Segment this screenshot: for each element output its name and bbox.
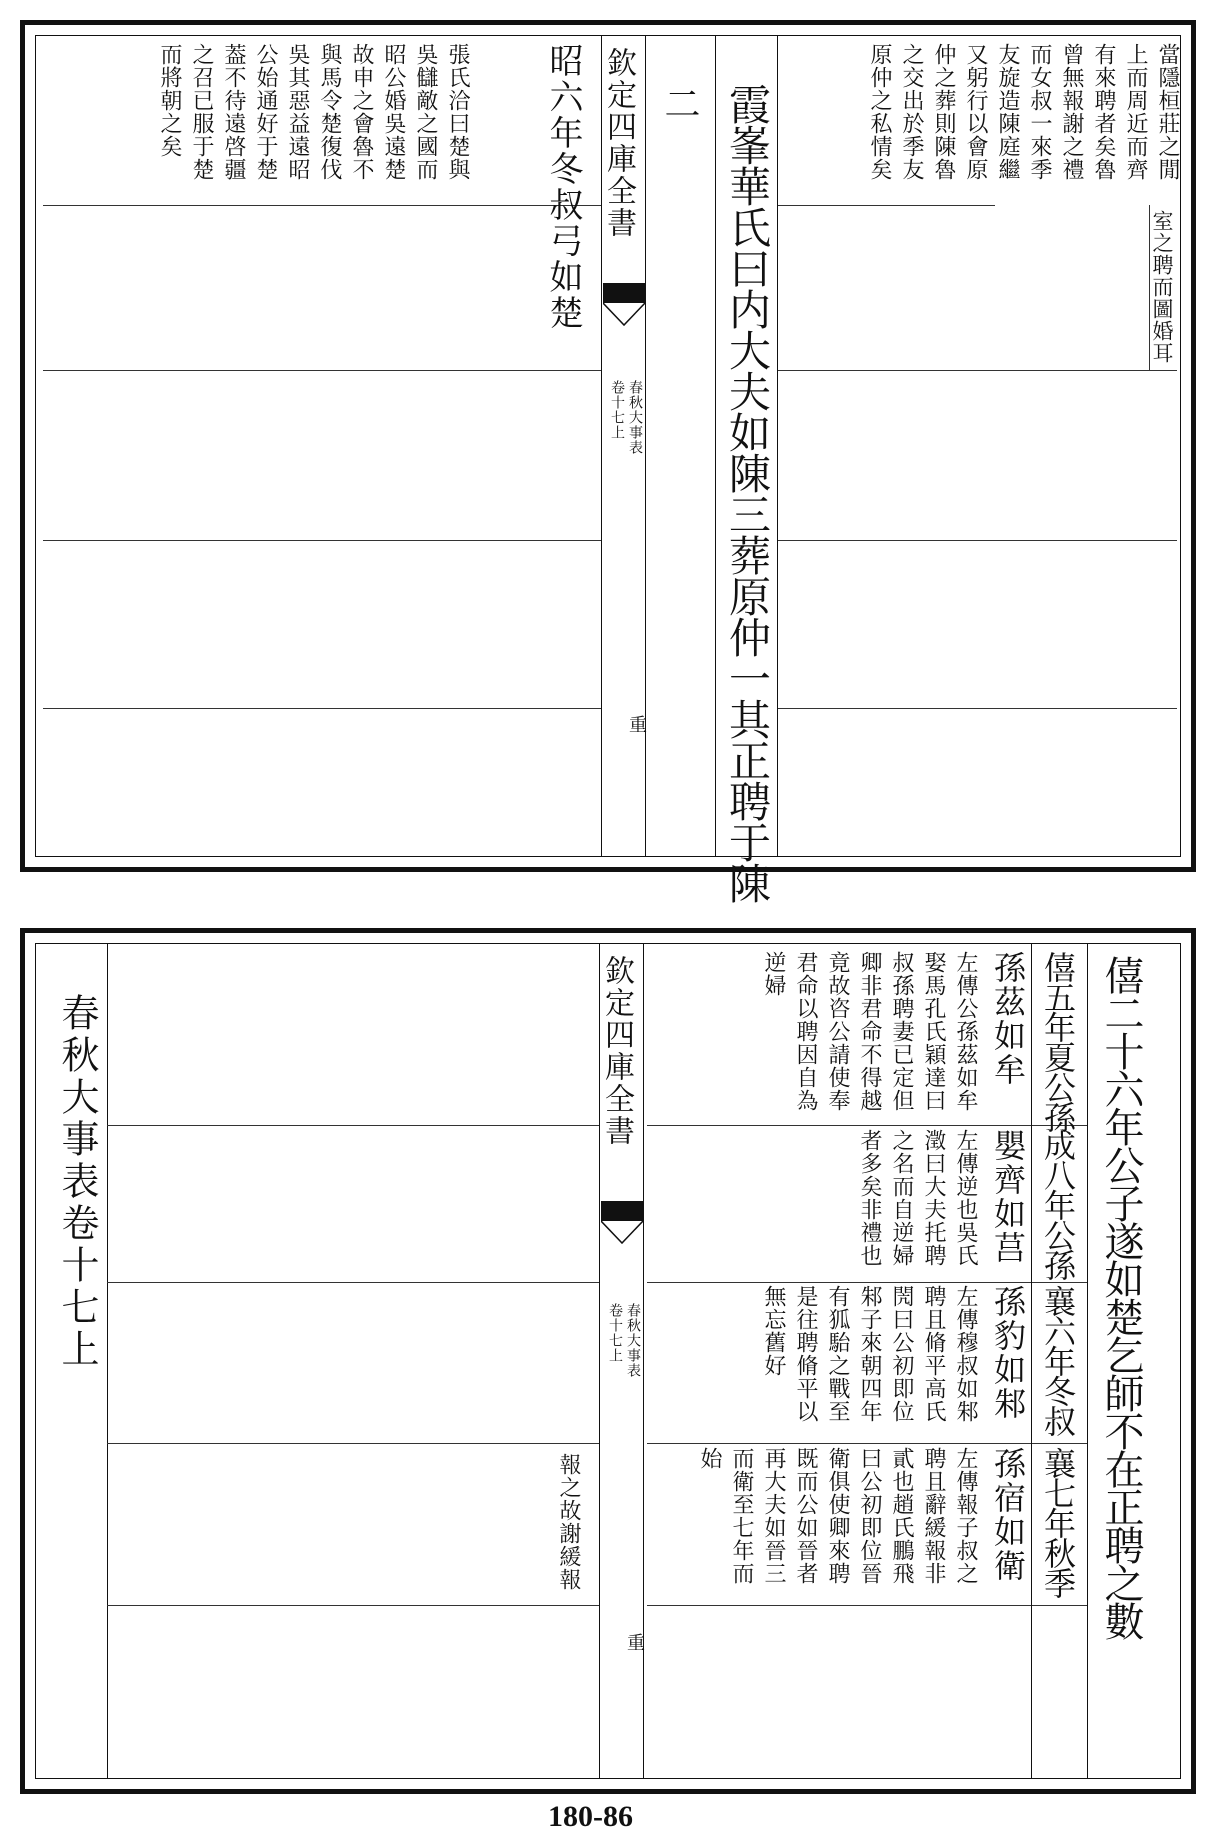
row-1-year: 僖五年夏公孫 xyxy=(1039,951,1077,1131)
top-left-entry-heading: 昭六年冬叔弓如楚 xyxy=(543,43,583,331)
grid-line xyxy=(107,1605,599,1606)
grid-line xyxy=(107,1443,599,1444)
grid-line xyxy=(43,370,601,371)
top-right-commentary: 當隱桓莊之閒上而周近而齊有來聘者矣魯曾無報謝之禮而女叔一來季友旋造陳庭繼又躬行以會原仲之葬則陳魯之交出於季友原仲之私情矣 xyxy=(867,43,1180,181)
title-column-border xyxy=(107,943,108,1779)
bottom-spine-title: 春秋大事表 xyxy=(625,1303,641,1378)
grid-line xyxy=(107,1125,599,1126)
grid-line xyxy=(777,540,1177,541)
top-spine-title: 春秋大事表 xyxy=(627,380,643,455)
section-number: 二 xyxy=(659,85,700,121)
row-separator xyxy=(647,1605,1087,1606)
bottom-spine-volume: 卷十七上 xyxy=(607,1303,623,1363)
row-1-commentary: 左傳公孫茲如牟娶馬孔氏穎達曰叔孫聘妻已定但卿非君命不得越竟故咨公請使奉君命以聘因自為逆婦 xyxy=(761,951,978,1112)
bottom-extra-note: 報之故謝緩報 xyxy=(556,1453,581,1591)
row-2-year: 成八年公孫 xyxy=(1039,1129,1077,1279)
spine-fishtail-lines xyxy=(603,303,645,333)
row-1-title: 孫茲如牟 xyxy=(989,951,1027,1087)
grid-line xyxy=(777,708,1177,709)
heading-column-border xyxy=(1087,943,1088,1779)
spine-fishtail-lines xyxy=(601,1221,643,1251)
row-2-commentary: 左傳逆也吳氏澂曰大夫托聘之名而自逆婦者多矣非禮也 xyxy=(857,1129,978,1267)
top-spine-volume: 卷十七上 xyxy=(609,380,625,440)
grid-line xyxy=(43,708,601,709)
grid-line xyxy=(777,370,1177,371)
bottom-book-title: 春秋大事表卷十七上 xyxy=(55,993,99,1371)
top-page-frame xyxy=(20,20,1196,903)
row-separator xyxy=(647,1282,1087,1283)
grid-line xyxy=(107,1282,599,1283)
row-4-title: 孫宿如衛 xyxy=(989,1447,1027,1583)
grid-line xyxy=(43,540,601,541)
bottom-main-heading: 僖二十六年公子遂如楚乞師不在正聘之數 xyxy=(1098,955,1144,1639)
top-left-commentary: 張氏洽曰楚與吳讎敵之國而昭公婚吳遠楚故申之會魯不與馬令楚復伐吳其惡益遠昭公始通好于楚葢不待遠啓疆之召已服于楚而將朝之矣 xyxy=(157,43,470,181)
top-right-commentary-tail: 室之聘而圖婚耳 xyxy=(1150,210,1174,364)
bottom-page-frame xyxy=(20,928,1196,1794)
row-3-year: 襄六年冬叔 xyxy=(1039,1285,1077,1435)
spine-fishtail xyxy=(603,283,645,303)
heading-border-right xyxy=(777,35,778,857)
row-4-year: 襄七年秋季 xyxy=(1039,1447,1077,1597)
row-3-title: 孫豹如邾 xyxy=(989,1285,1027,1421)
heading-border-left xyxy=(715,35,716,857)
row-separator xyxy=(647,1125,1087,1126)
row-4-commentary: 左傳報子叔之聘且辭緩報非貳也趙氏鵬飛曰公初即位晉衛俱使卿來聘既而公如晉者再大夫如晉三而衛至七年而始 xyxy=(697,1447,978,1585)
spine-fishtail xyxy=(601,1201,643,1221)
top-main-heading: 霞峯華氏曰内大夫如陳三葬原仲一其正聘于陳 xyxy=(723,83,772,903)
row-2-title: 嬰齊如莒 xyxy=(989,1129,1027,1265)
year-column-border xyxy=(1031,943,1032,1779)
bottom-library-title: 欽定四庫全書 xyxy=(599,955,634,1147)
spine-border-right xyxy=(643,943,644,1779)
bottom-spine-folio: 重 xyxy=(624,1633,645,1652)
page-number: 180-86 xyxy=(548,1800,633,1833)
top-library-title: 欽定四庫全書 xyxy=(601,47,636,239)
grid-line xyxy=(777,205,995,206)
top-spine-folio: 重 xyxy=(626,715,647,734)
row-separator xyxy=(647,1443,1087,1444)
row-3-commentary: 左傳穆叔如邾聘且脩平高氏閌曰公初即位邾子來朝四年有狐駘之戰至是往聘脩平以無忘舊好 xyxy=(761,1285,978,1423)
